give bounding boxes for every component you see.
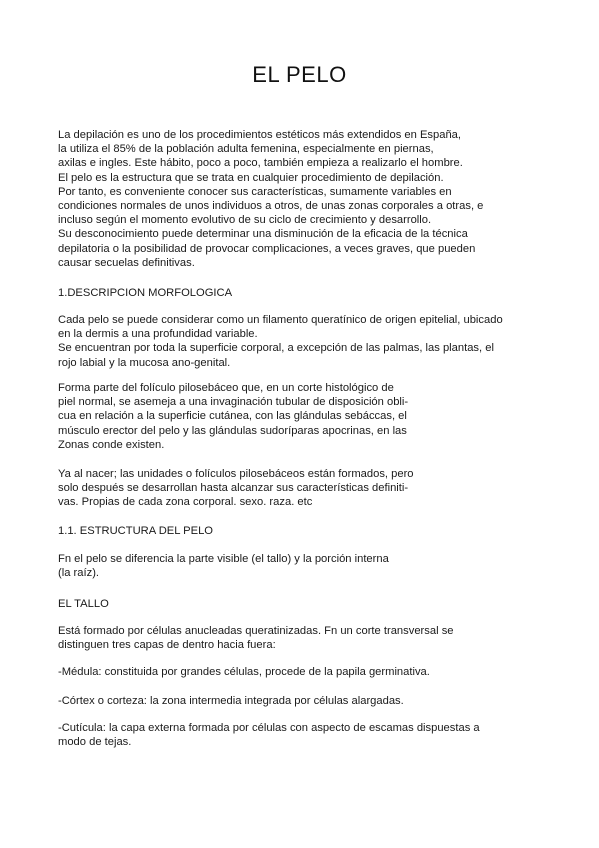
text-line: El pelo es la estructura que se trata en cualquier procedimiento de depilación. <box>58 171 444 184</box>
intro-paragraph <box>58 128 548 270</box>
text-line: Fn el pelo se diferencia la parte visible (el tallo) y la porción interna <box>58 553 389 565</box>
text-line: condiciones normales de unos individuos a otros, de unas zonas corporales a otras, e <box>58 200 484 213</box>
text-line: vas. Propias de cada zona corporal. sexo. raza. etc <box>58 496 313 509</box>
text-line: músculo erector del pelo y las glándulas sudoríparas apocrinas, en las <box>58 424 407 437</box>
text-line: distinguen tres capas de dentro hacia fuera: <box>58 639 276 652</box>
text-line: (la raíz). <box>58 567 100 580</box>
text-line: en la dermis a una profundidad variable. <box>58 328 258 341</box>
text-line: cua en relación a la superficie cutánea, con las glándulas sebáccas, el <box>58 410 407 423</box>
text-line: rojo labial y la mucosa ano-genital. <box>58 356 231 369</box>
subsection-heading: 1.1. ESTRUCTURA DEL PELO <box>58 525 214 537</box>
text-line: -Médula: constituida por grandes células, procede de la papila germinativa. <box>58 666 430 678</box>
text-line: Se encuentran por toda la superficie corporal, a excepción de las palmas, las plantas, el <box>58 342 494 355</box>
text-line: Cada pelo se puede considerar como un filamento queratínico de origen epitelial, ubicado <box>58 314 503 326</box>
tallo-medula-item <box>58 665 548 679</box>
section1-paragraph-3 <box>58 467 548 510</box>
text-line: la utiliza el 85% de la población adulta femenina, especialmente en piernas, <box>58 143 434 156</box>
text-line: Forma parte del folículo pilosebáceo que, en un corte histológico de <box>58 382 394 394</box>
text-line: causar secuelas definitivas. <box>58 256 195 269</box>
text-line: incluso según el momento evolutivo de su ciclo de crecimiento y desarrollo. <box>58 214 432 227</box>
text-line: -Cutícula: la capa externa formada por células con aspecto de escamas dispuestas a <box>58 722 480 734</box>
text-line: solo después se desarrollan hasta alcanzar sus características definiti- <box>58 482 409 495</box>
text-line: Ya al nacer; las unidades o folículos pilosebáceos están formados, pero <box>58 468 414 480</box>
text-line: Por tanto, es conveniente conocer sus características, sumamente variables en <box>58 185 452 198</box>
section-heading: 1.DESCRIPCION MORFOLOGICA <box>58 287 233 299</box>
text-line: Está formado por células anucleadas queratinizadas. Fn un corte transversal se <box>58 625 454 637</box>
text-line: axilas e ingles. Este hábito, poco a poco, también empieza a realizarlo el hombre. <box>58 157 463 170</box>
text-line: depilatoria o la posibilidad de provocar complicaciones, a veces graves, que pueden <box>58 242 476 255</box>
section11-paragraph <box>58 552 548 580</box>
tallo-cuticula-item <box>58 721 548 749</box>
section1-paragraph-1 <box>58 313 548 370</box>
text-line: modo de tejas. <box>58 736 132 749</box>
text-line: piel normal, se asemeja a una invaginación tubular de disposición obli- <box>58 396 409 409</box>
text-line: -Córtex o corteza: la zona intermedia integrada por células alargadas. <box>58 695 404 707</box>
section1-paragraph-2 <box>58 381 548 452</box>
document-title: EL PELO <box>252 62 347 87</box>
text-line: Su desconocimiento puede determinar una disminución de la eficacia de la técnica <box>58 228 468 241</box>
text-line: La depilación es uno de los procedimientos estéticos más extendidos en España, <box>58 129 462 141</box>
tallo-heading: EL TALLO <box>58 598 109 610</box>
tallo-paragraph <box>58 624 548 652</box>
text-line: Zonas conde existen. <box>58 438 165 451</box>
tallo-cortex-item <box>58 694 548 708</box>
